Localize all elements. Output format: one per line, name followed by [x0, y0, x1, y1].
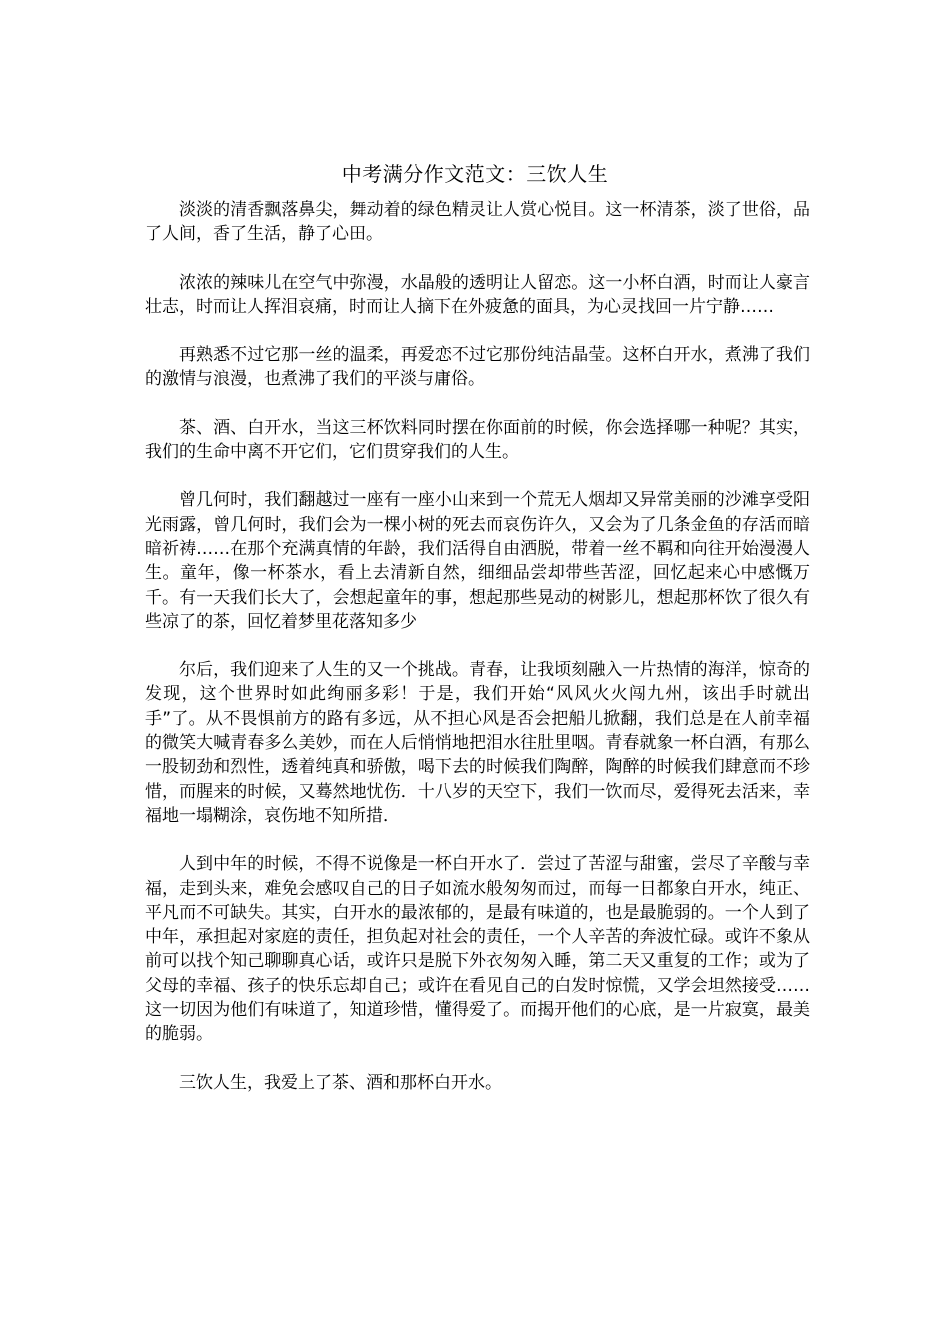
- paragraph-5: 曾几何时，我们翻越过一座有一座小山来到一个荒无人烟却又异常美丽的沙滩享受阳光雨露，曾几何时，我们会为一棵小树的死去而哀伤许久，又会为了几条金鱼的存活而暗暗祈祷……在那个充满真情的年龄，我们活得自由洒脱，带着一丝不羁和向往开始漫漫人生。童年，像一杯茶水，看上去清新自然，细细品尝却带些苦涩，回忆起来心中感慨万千。有一天我们长大了，会想起童年的事，想起那些晃动的树影儿，想起那杯饮了很久有些凉了的茶，回忆着梦里花落知多少: [145, 490, 810, 632]
- paragraph-6: 尔后，我们迎来了人生的又一个挑战。青春，让我顷刻融入一片热情的海洋，惊奇的发现，这个世界时如此绚丽多彩！于是，我们开始“风风火火闯九州，该出手时就出手”了。从不畏惧前方的路有多远，从不担心风是否会把船儿掀翻，我们总是在人前幸福的微笑大喊青春多么美妙，而在人后悄悄地把泪水往肚里咽。青春就象一杯白酒，有那么一股韧劲和烈性，透着纯真和骄傲，喝下去的时候我们陶醉，陶醉的时候我们肆意而不珍惜，而腥来的时候，又蓦然地忧伤．十八岁的天空下，我们一饮而尽，爱得死去活来，幸福地一塌糊涂，哀伤地不知所措．: [145, 660, 810, 826]
- page-title: 中考满分作文范文：三饮人生: [341, 162, 609, 186]
- paragraph-3: 再熟悉不过它那一丝的温柔，再爱恋不过它那份纯洁晶莹。这杯白开水，煮沸了我们的激情与浪漫，也煮沸了我们的平淡与庸俗。: [145, 345, 810, 390]
- paragraph-7: 人到中年的时候，不得不说像是一杯白开水了．尝过了苦涩与甜蜜，尝尽了辛酸与幸福，走到头来，难免会感叹自己的日子如流水般匆匆而过，而每一日都象白开水，纯正、平凡而不可缺失。其实，白开水的最浓郁的，是最有味道的，也是最脆弱的。一个人到了中年，承担起对家庭的责任，担负起对社会的责任，一个人辛苦的奔波忙碌。或许不象从前可以找个知己聊聊真心话，或许只是脱下外衣匆匆入睡，第二天又重复的工作；或为了父母的幸福、孩子的快乐忘却自己；或许在看见自己的白发时惊慌，又学会坦然接受……这一切因为他们有味道了，知道珍惜，懂得爱了。而揭开他们的心底，是一片寂寞，最美的脆弱。: [145, 854, 810, 1045]
- paragraph-1: 淡淡的清香飘落鼻尖，舞动着的绿色精灵让人赏心悦目。这一杯清茶，淡了世俗，品了人间，香了生活，静了心田。: [145, 200, 810, 245]
- paragraph-8: 三饮人生，我爱上了茶、酒和那杯白开水。: [179, 1072, 502, 1093]
- paragraph-4: 茶、酒、白开水，当这三杯饮料同时摆在你面前的时候，你会选择哪一种呢？其实，我们的生命中离不开它们，它们贯穿我们的人生。: [145, 417, 810, 463]
- article-body: [145, 198, 810, 1119]
- paragraph-2: 浓浓的辣味儿在空气中弥漫，水晶般的透明让人留恋。这一小杯白酒，时而让人豪言壮志，时而让人挥泪哀痛，时而让人摘下在外疲惫的面具，为心灵找回一片宁静……: [145, 272, 810, 317]
